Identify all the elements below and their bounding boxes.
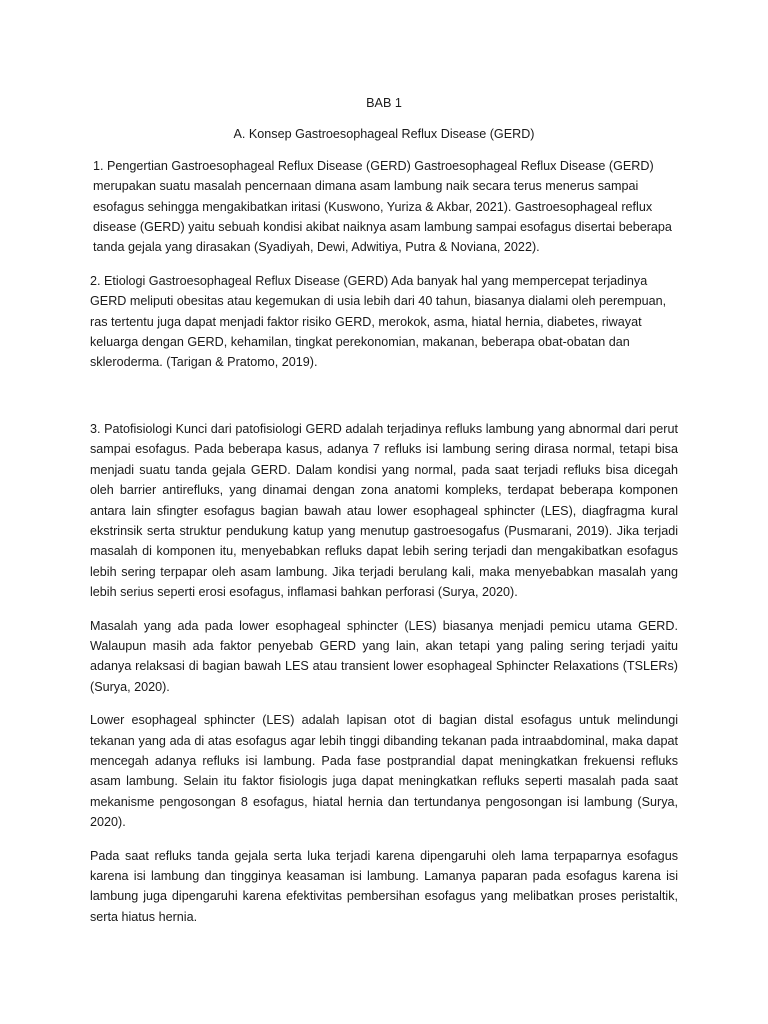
paragraph-spacer	[90, 386, 678, 419]
document-body	[90, 93, 678, 940]
section-title: A. Konsep Gastroesophageal Reflux Disease (GERD)	[233, 127, 535, 142]
paragraph-les-definition: Lower esophageal sphincter (LES) adalah lapisan otot di bagian distal esofagus untuk melindungi tekanan yang ada di atas esofagus agar lebih tinggi dibanding tekanan pada intraabdominal, maka dapat mencegah adanya refluks isi lambung. Pada fase postprandial dapat meningkatkan frekuensi refluks asam lambung. Selain itu faktor fisiologis juga dapat meningkatkan refluks seperti masalah pada saat mekanisme pengosongan 8 esofagus, hiatal hernia dan tertundanya pengosongan isi lambung (Surya, 2020).	[90, 713, 678, 830]
paragraph-etiology: 2. Etiologi Gastroesophageal Reflux Disease (GERD) Ada banyak hal yang mempercepat terjadinya GERD meliputi obesitas atau kegemukan di usia lebih dari 40 tahun, biasanya dialami oleh perempuan, ras tertentu juga dapat menjadi faktor risiko GERD, merokok, asma, hiatal hernia, diabetes, riwayat keluarga dengan GERD, kehamilan, tingkat perekonomian, makanan, beberapa obat-obatan dan skleroderma. (Tarigan & Pratomo, 2019).	[90, 273, 667, 370]
chapter-heading: BAB 1	[366, 96, 402, 110]
paragraph-definition: 1. Pengertian Gastroesophageal Reflux Disease (GERD) Gastroesophageal Reflux Disease (GERD) merupakan suatu masalah pencernaan dimana asam lambung naik secara terus menerus sampai esofagus sehingga mengakibatkan iritasi (Kuswono, Yuriza & Akbar, 2021). Gastroesophageal reflux disease (GERD) yaitu sebuah kondisi akibat naiknya asam lambung sampai esofagus disertai beberapa tanda gejala yang dirasakan (Syadiyah, Dewi, Adwitiya, Putra & Noviana, 2022).	[93, 158, 672, 255]
paragraph-pathophysiology: 3. Patofisiologi Kunci dari patofisiologi GERD adalah terjadinya refluks lambung yang abnormal dari perut sampai esofagus. Pada beberapa kasus, adanya 7 refluks isi lambung sering dirasa normal, tetapi bisa menjadi suatu tanda gejala GERD. Dalam kondisi yang normal, pada saat terjadi refluks bisa dicegah oleh barrier antirefluks, yang dinamai dengan zona anatomi kompleks, terdapat beberapa komponen antara lain sfingter esofagus bagian bawah atau lower esophageal sphincter (LES), diagfragma kural ekstrinsik serta struktur pendukung katup yang menutup gastroesogafus (Pusmarani, 2019). Jika terjadi masalah di komponen itu, menyebabkan refluks dapat lebih sering terjadi dan mengakibatkan esofagus lebih sering terpapar oleh asam lambung. Jika terjadi berulang kali, maka menyebabkan masalah yang lebih serius seperti erosi esofagus, inflamasi bahkan perforasi (Surya, 2020).	[90, 421, 678, 600]
paragraph-les-problem: Masalah yang ada pada lower esophageal sphincter (LES) biasanya menjadi pemicu utama GERD. Walaupun masih ada faktor penyebab GERD yang lain, akan tetapi yang paling sering terjadi yaitu adanya relaksasi di bagian bawah LES atau transient lower esophageal Sphincter Relaxations (TSLERs) (Surya, 2020).	[90, 618, 678, 694]
paragraph-reflux-symptoms: Pada saat refluks tanda gejala serta luka terjadi karena dipengaruhi oleh lama terpaparnya esofagus karena isi lambung dan tingginya keasaman isi lambung. Lamanya paparan pada esofagus karena isi lambung juga dipengaruhi karena efektivitas pembersihan esofagus yang melibatkan proses peristaltik, serta hiatus hernia.	[90, 848, 678, 924]
